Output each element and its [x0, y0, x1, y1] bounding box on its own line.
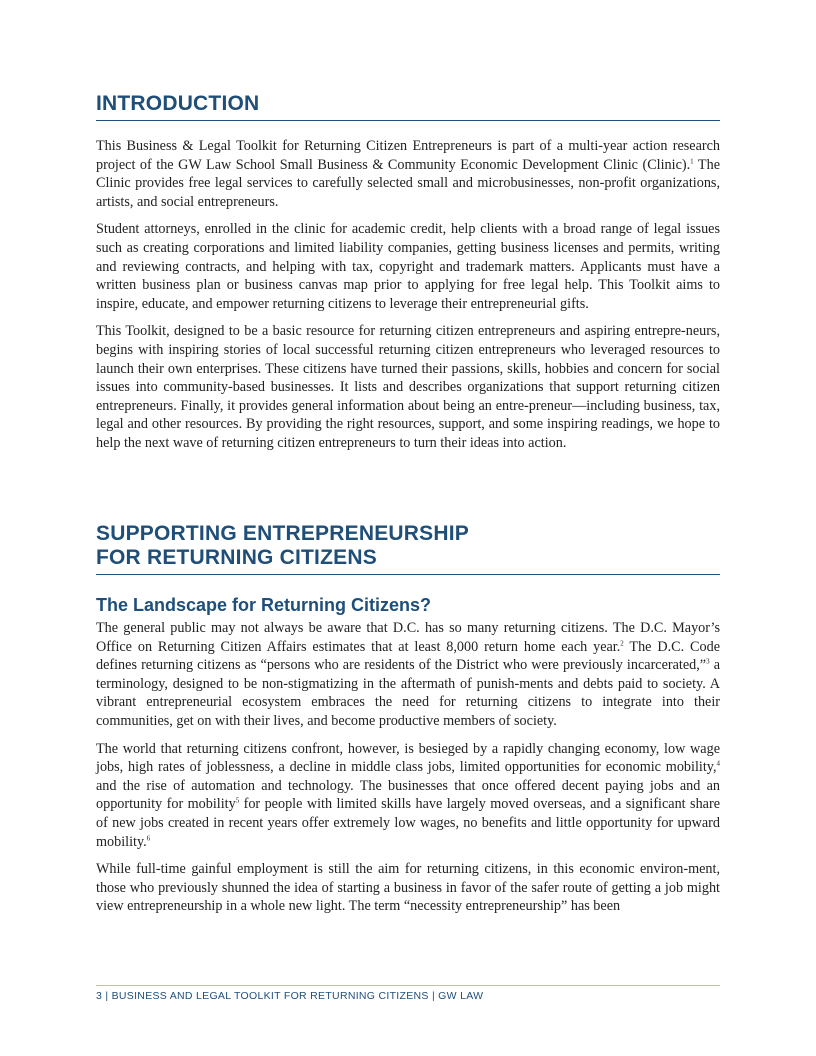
- page-footer: 3 | BUSINESS AND LEGAL TOOLKIT FOR RETURNING CITIZENS | GW LAW: [96, 990, 484, 1002]
- intro-p1-text-a: This Business & Legal Toolkit for Returning Citizen Entrepreneurs is part of a multi-year action research project of the GW Law School Small Business & Community Economic Development Clinic (Clinic).: [96, 138, 720, 173]
- landscape-paragraph-2: [96, 740, 720, 852]
- introduction-body: [96, 137, 720, 453]
- intro-paragraph-2: Student attorneys, enrolled in the clinic for academic credit, help clients with a broad range of legal issues such as creating corporations and limited liability companies, getting business licenses and permits, writing and reviewing contracts, and helping with tax, copyright and trademark matters. Applicants must have a written business plan or business canvas map prior to applying for free legal help. This Toolkit aims to inspire, educate, and empower returning citizens to leverage their entrepreneurial gifts.: [96, 221, 720, 312]
- footnote-marker: 4: [716, 759, 720, 768]
- intro-p1-text-b: The Clinic provides free legal services to carefully selected small and microbusinesses, non-profit organizations, artists, and social entrepreneurs.: [96, 156, 720, 210]
- footnote-marker: 6: [146, 833, 151, 842]
- landscape-paragraph-3: While full-time gainful employment is still the aim for returning citizens, in this economic environ-ment, those who previously shunned the idea of starting a business in favor of the safer route of getting a job might view entrepreneurship in a whole new light. The term “necessity entrepreneurship” has been: [96, 861, 720, 915]
- landscape-p2-text-b: and the rise of automation and technology. The businesses that once offered decent paying jobs and an opportunity for mobility: [96, 777, 720, 813]
- footnote-marker: 1: [690, 156, 694, 165]
- supporting-section: [96, 522, 720, 575]
- introduction-section: [96, 92, 720, 121]
- footer-divider: [96, 985, 720, 986]
- intro-paragraph-1: [96, 137, 720, 211]
- supporting-heading: [96, 522, 720, 575]
- landscape-p2-text-a: The world that returning citizens confront, however, is besieged by a rapidly changing economy, low wage jobs, high rates of joblessness, a decline in middle class jobs, limited opportunities for economic mobility,: [96, 740, 720, 776]
- footnote-marker: 5: [235, 796, 240, 805]
- landscape-paragraph-1: [96, 619, 720, 731]
- landscape-subsection: [96, 594, 720, 916]
- introduction-heading: INTRODUCTION: [96, 92, 720, 121]
- landscape-p1-text-b: The D.C. Code defines returning citizens as “persons who are residents of the District who were previously incarcerated,”: [96, 638, 720, 674]
- landscape-p1-text-c: a terminology, designed to be non-stigmatizing in the aftermath of punish-ments and debts paid to society. A vibrant entrepreneurial ecosystem embraces the need for returning citizens to integrate into their communities, get on with their lives, and become productive members of society.: [96, 657, 720, 729]
- footnote-marker: 3: [706, 657, 710, 666]
- supporting-heading-line-2: FOR RETURNING CITIZENS: [96, 546, 377, 569]
- intro-paragraph-3: This Toolkit, designed to be a basic resource for returning citizen entrepreneurs and aspiring entrepre-neurs, begins with inspiring stories of local successful returning citizen entrepreneurs who leveraged resources to launch their own enterprises. These citizens have turned their passions, skills, hobbies and concern for social issues into community-based businesses. It lists and describes organizations that support returning citizen entrepreneurs. Finally, it provides general information about being an entre-preneur—including business, tax, legal and other resources. By providing the right resources, support, and some inspiring readings, we hope to help the next wave of returning citizen entrepreneurs to turn their ideas into action.: [96, 323, 720, 451]
- footnote-marker: 2: [620, 638, 624, 647]
- landscape-subheading: The Landscape for Returning Citizens?: [96, 595, 432, 615]
- supporting-heading-line-1: SUPPORTING ENTREPRENEURSHIP: [96, 522, 469, 545]
- landscape-p1-text-a: The general public may not always be aware that D.C. has so many returning citizens. The D.C. Mayor’s Office on Returning Citizen Affairs estimates that at least 8,000 return home each year.: [96, 620, 720, 655]
- landscape-p2-text-c: for people with limited skills have largely moved overseas, and a significant share of new jobs created in recent years offer extremely low wages, no benefits and little opportunity for upward mobility.: [96, 796, 720, 850]
